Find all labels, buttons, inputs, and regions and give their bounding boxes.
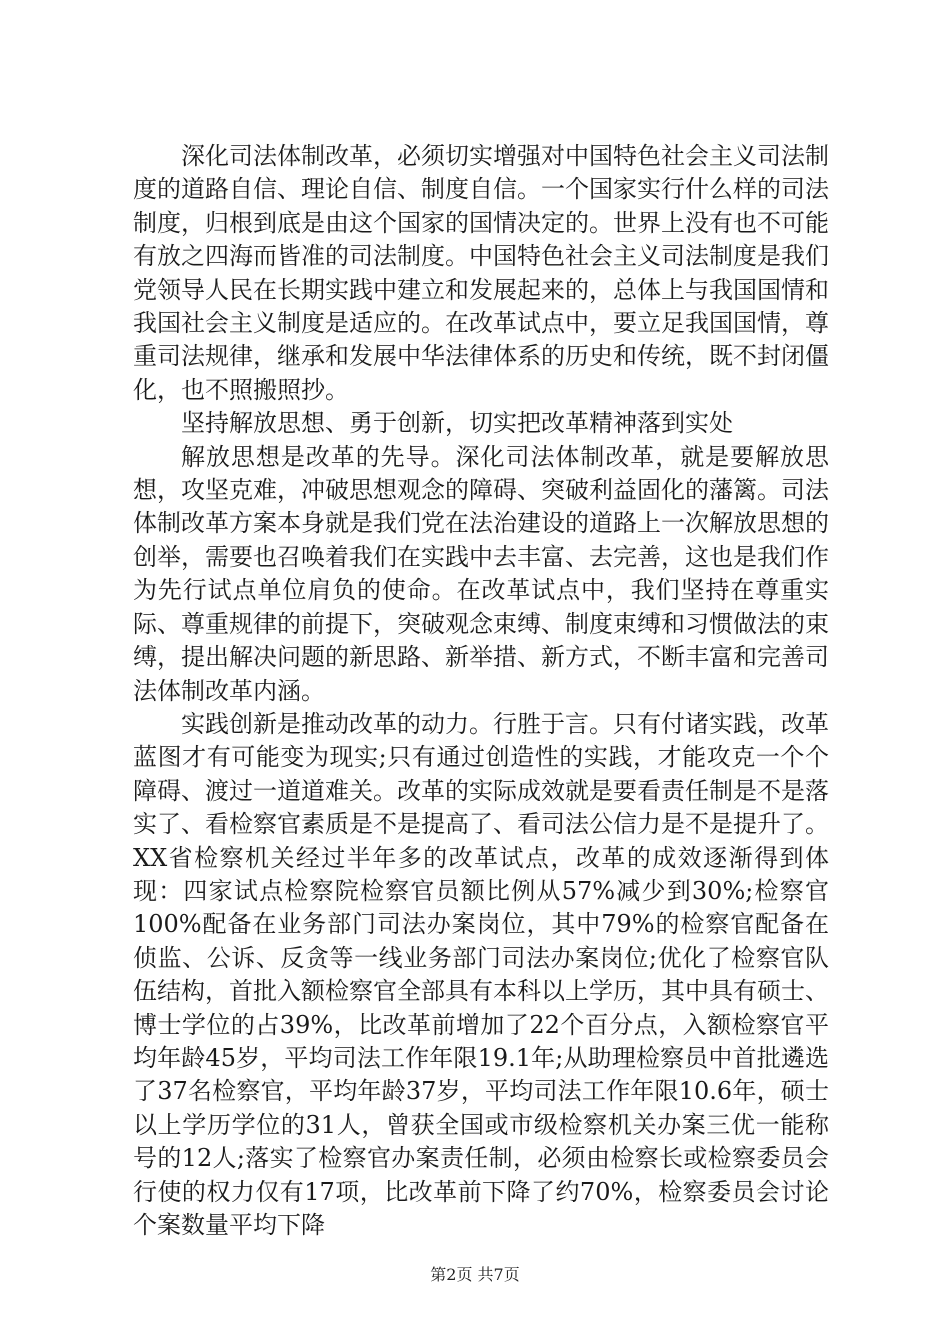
page-footer: 第2页 共7页 (430, 1265, 520, 1284)
paragraph-practice-innovation: 实践创新是推动改革的动力。行胜于言。只有付诸实践，改革蓝图才有可能变为现实;只有通过创造性的实践，才能攻克一个个障碍、渡过一道道难关。改革的实际成效就是要看责任制是不是落实了、看检察官素质是不是提高了、看司法公信力是不是提升了。XX省检察机关经过半年多的改革试点，改革的成效逐渐得到体现：四家试点检察院检察官员额比例从57%减少到30%;检察官100%配备在业务部门司法办案岗位，其中79%的检察官配备在侦监、公诉、反贪等一线业务部门司法办案岗位;优化了检察官队伍结构，首批入额检察官全部具有本科以上学历，其中具有硕士、博士学位的占39%，比改革前增加了22个百分点，入额检察官平均年龄45岁，平均司法工作年限19.1年;从助理检察员中首批遴选了37名检察官，平均年龄37岁，平均司法工作年限10.6年，硕士以上学历学位的31人，曾获全国或市级检察机关办案三优一能称号的12人;落实了检察官办案责任制，必须由检察长或检察委员会行使的权力仅有17项，比改革前下降了约70%，检察委员会讨论个案数量平均下降 (133, 709, 829, 1239)
document-body (133, 140, 829, 1242)
section-heading-emancipate-mind: 坚持解放思想、勇于创新，切实把改革精神落到实处 (181, 409, 733, 438)
paragraph-judicial-confidence: 深化司法体制改革，必须切实增强对中国特色社会主义司法制度的道路自信、理论自信、制度自信。一个国家实行什么样的司法制度，归根到底是由这个国家的国情决定的。世界上没有也不可能有放之四海而皆准的司法制度。中国特色社会主义司法制度是我们党领导人民在长期实践中建立和发展起来的，总体上与我国国情和我国社会主义制度是适应的。在改革试点中，要立足我国国情，尊重司法规律，继承和发展中华法律体系的历史和传统，既不封闭僵化，也不照搬照抄。 (133, 142, 829, 404)
paragraph-emancipate-mind: 解放思想是改革的先导。深化司法体制改革，就是要解放思想，攻坚克难，冲破思想观念的障碍、突破利益固化的藩篱。司法体制改革方案本身就是我们党在法治建设的道路上一次解放思想的创举，需要也召唤着我们在实践中去丰富、去完善，这也是我们作为先行试点单位肩负的使命。在改革试点中，我们坚持在尊重实际、尊重规律的前提下，突破观念束缚、制度束缚和习惯做法的束缚，提出解决问题的新思路、新举措、新方式，不断丰富和完善司法体制改革内涵。 (133, 442, 829, 705)
